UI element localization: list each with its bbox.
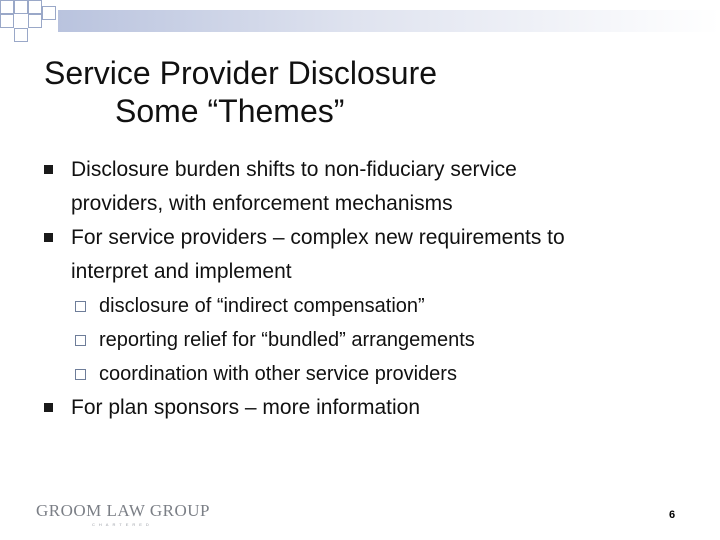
square-bullet-icon bbox=[44, 165, 53, 174]
header-decoration bbox=[0, 0, 720, 50]
decor-square bbox=[28, 14, 42, 28]
decor-square bbox=[14, 0, 28, 14]
bullet-item bbox=[44, 391, 684, 425]
hollow-square-bullet-icon bbox=[75, 369, 86, 380]
bullet-text: For plan sponsors – more information bbox=[71, 396, 420, 419]
sub-bullet-text: coordination with other service providers bbox=[99, 363, 457, 385]
sub-bullet-item bbox=[71, 357, 684, 391]
slide-title bbox=[44, 54, 684, 130]
bullet-list bbox=[44, 153, 684, 425]
bullet-text: providers, with enforcement mechanisms bbox=[71, 192, 453, 215]
hollow-square-bullet-icon bbox=[75, 301, 86, 312]
hollow-square-bullet-icon bbox=[75, 335, 86, 346]
bullet-item bbox=[44, 153, 684, 221]
decor-square bbox=[42, 6, 56, 20]
decor-square bbox=[0, 0, 14, 14]
firm-logo bbox=[36, 501, 210, 527]
square-bullet-icon bbox=[44, 403, 53, 412]
page-number: 6 bbox=[669, 509, 676, 521]
square-bullet-icon bbox=[44, 233, 53, 242]
bullet-text: For service providers – complex new requirements to bbox=[71, 226, 565, 249]
logo-text: GROOM LAW GROUP bbox=[36, 501, 210, 520]
title-line-1: Service Provider Disclosure bbox=[44, 55, 438, 91]
sub-bullet-item bbox=[71, 323, 684, 357]
decor-square bbox=[0, 14, 14, 28]
sub-bullet-list bbox=[71, 289, 684, 391]
sub-bullet-text: disclosure of “indirect compensation” bbox=[99, 295, 425, 317]
bullet-text: interpret and implement bbox=[71, 260, 292, 283]
sub-bullet-item bbox=[71, 289, 684, 323]
decor-square bbox=[28, 0, 42, 14]
title-line-2: Some “Themes” bbox=[115, 93, 345, 129]
header-gradient-band bbox=[58, 10, 720, 32]
bullet-item bbox=[44, 221, 684, 391]
decor-square bbox=[14, 28, 28, 42]
logo-tagline: CHARTERED bbox=[92, 522, 153, 527]
bullet-text: Disclosure burden shifts to non-fiduciary service bbox=[71, 158, 517, 181]
sub-bullet-text: reporting relief for “bundled” arrangements bbox=[99, 329, 475, 351]
